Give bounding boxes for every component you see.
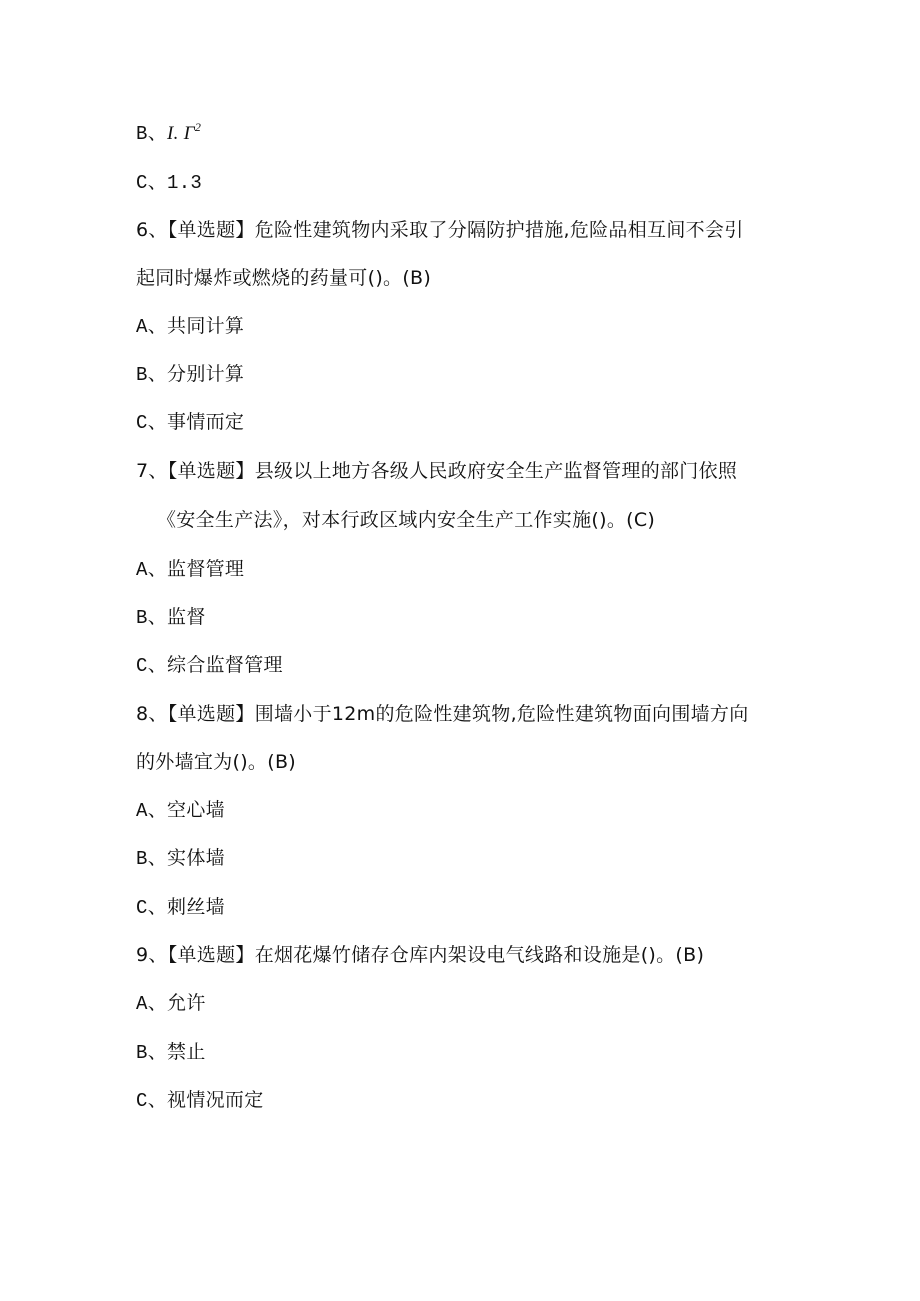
option-text: 1.3 <box>167 172 203 194</box>
option-text: 综合监督管理 <box>167 654 283 676</box>
option-text: 分别计算 <box>167 363 245 385</box>
q8-option-c <box>136 894 225 921</box>
option-letter: B、 <box>136 1042 168 1064</box>
q6-stem-line2: 起同时爆炸或燃烧的药量可()。(B) <box>136 267 432 289</box>
q5-option-c <box>136 169 202 196</box>
option-text: 允许 <box>167 992 206 1014</box>
option-letter: A、 <box>136 993 168 1015</box>
option-text: I. Γ <box>167 123 195 144</box>
option-text: 监督 <box>167 606 206 628</box>
q6-option-c <box>136 409 244 436</box>
q9-option-a <box>136 990 206 1017</box>
q7-stem-line2: 《安全生产法》，对本行政区域内安全生产工作实施()。(C) <box>157 509 656 531</box>
q9-option-c <box>136 1087 264 1114</box>
q8-stem-line1: 8、【单选题】围墙小于12m的危险性建筑物,危险性建筑物面向围墙方向 <box>136 703 749 725</box>
option-superscript: 2 <box>194 120 202 134</box>
option-text: 共同计算 <box>167 315 245 337</box>
option-text: 监督管理 <box>167 558 245 580</box>
q9-stem-line1: 9、【单选题】在烟花爆竹储存仓库内架设电气线路和设施是()。(B) <box>136 944 705 966</box>
option-letter: B、 <box>136 364 168 386</box>
option-letter: B、 <box>136 123 168 145</box>
q7-option-b <box>136 604 206 631</box>
q6-stem-line1: 6、【单选题】危险性建筑物内采取了分隔防护措施,危险品相互间不会引 <box>136 219 744 241</box>
option-letter: C、 <box>136 1090 168 1112</box>
q9-option-b <box>136 1039 206 1066</box>
q8-stem-line2: 的外墙宜为()。(B) <box>136 751 296 773</box>
option-letter: C、 <box>136 897 168 919</box>
option-text: 禁止 <box>167 1041 206 1063</box>
option-text: 空心墙 <box>167 799 225 821</box>
option-letter: C、 <box>136 412 168 434</box>
q7-stem-line1: 7、【单选题】县级以上地方各级人民政府安全生产监督管理的部门依照 <box>136 460 738 482</box>
option-letter: C、 <box>136 655 168 677</box>
option-letter: A、 <box>136 559 168 581</box>
q7-option-c <box>136 652 283 679</box>
option-letter: C、 <box>136 172 168 194</box>
option-letter: A、 <box>136 316 168 338</box>
option-text: 事情而定 <box>167 411 245 433</box>
q5-option-b <box>136 120 201 147</box>
option-letter: A、 <box>136 800 168 822</box>
q7-option-a <box>136 556 244 583</box>
q6-option-a <box>136 313 244 340</box>
option-letter: B、 <box>136 848 168 870</box>
q8-option-b <box>136 845 225 872</box>
q6-option-b <box>136 361 244 388</box>
option-text: 视情况而定 <box>167 1089 264 1111</box>
option-letter: B、 <box>136 607 168 629</box>
option-text: 实体墙 <box>167 847 225 869</box>
q8-option-a <box>136 797 225 824</box>
option-text: 刺丝墙 <box>167 896 225 918</box>
